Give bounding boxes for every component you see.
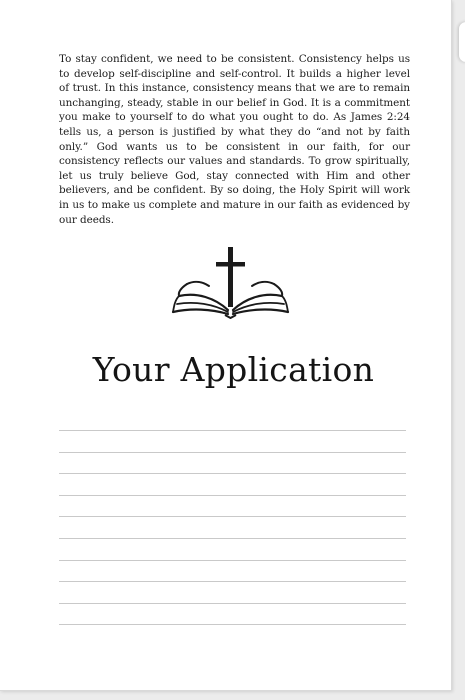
writing-line[interactable] (59, 581, 406, 582)
writing-line[interactable] (59, 560, 406, 561)
writing-line[interactable] (59, 473, 406, 474)
cross-over-open-book-icon (165, 244, 297, 320)
section-title: Your Application (92, 350, 375, 389)
devotional-paragraph: To stay confident, we need to be consistent. Consistency helps us to develop self-discipline and self-control. It builds a higher level of trust. In this instance, consistency means that we are to remain unchanging, steady, stable in our belief in God. It is a commitment you make to yourself to do what you ought to do. As James 2:24 tells us, a person is justified by what they do “and not by faith only.” God wants us to be consistent in our faith, for our consistency reflects our values and standards. To grow spiritually, let us truly believe God, stay connected with Him and other believers, and be confident. By so doing, the Holy Spirit will work in us to make us complete and mature in our faith as evidenced by our deeds. (59, 53, 410, 226)
writing-line[interactable] (59, 430, 406, 431)
writing-lines (59, 430, 406, 646)
writing-line[interactable] (59, 538, 406, 539)
scroll-handle[interactable] (459, 22, 465, 62)
writing-line[interactable] (59, 495, 406, 496)
writing-line[interactable] (59, 516, 406, 517)
writing-line[interactable] (59, 452, 406, 453)
writing-line[interactable] (59, 624, 406, 625)
writing-line[interactable] (59, 603, 406, 604)
